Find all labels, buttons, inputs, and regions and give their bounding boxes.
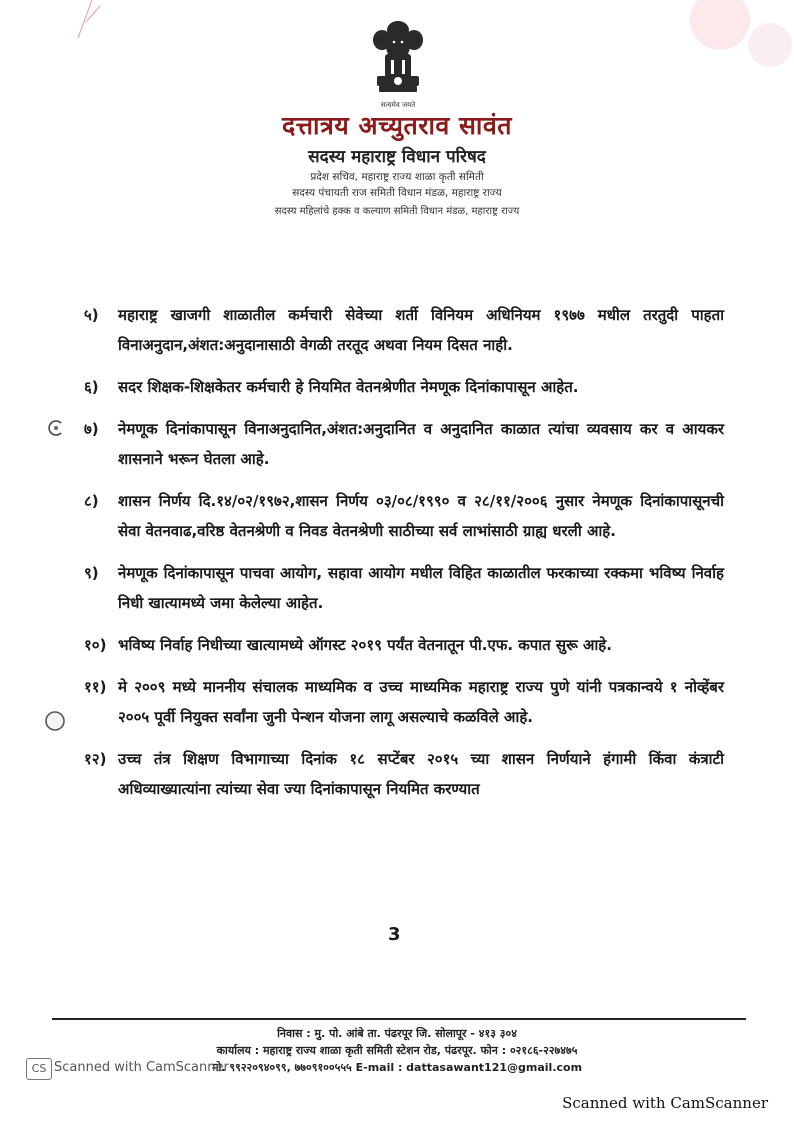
item-number: ७) xyxy=(84,420,99,438)
letterhead-line-1: प्रदेश सचिव, महाराष्ट्र राज्य शाळा कृती समिती xyxy=(310,171,484,183)
item-text: उच्च तंत्र शिक्षण विभागाच्या दिनांक १८ सप्टेंबर २०१५ च्या शासन निर्णयाने हंगामी किंवा कंत्राटी अधिव्याख्यात्यांना त्यांच्या सेवा ज्या दिनांकापासून नियमित करण्यात xyxy=(118,750,724,798)
footer-contact: मो. ९९२२०९४०९९, ७७०९१००५५५ E-mail : dattasawant121@gmail.com xyxy=(211,1061,583,1074)
item-text: भविष्य निर्वाह निधीच्या खात्यामध्ये ऑगस्ट २०१९ पर्यंत वेतनातून पी.एफ. कपात सुरू आहे. xyxy=(118,636,612,654)
national-emblem-icon xyxy=(365,18,431,110)
letterhead-line-2: सदस्य पंचायती राज समिती विधान मंडळ, महाराष्ट्र राज्य xyxy=(292,187,502,199)
item-text: सदर शिक्षक-शिक्षकेतर कर्मचारी हे नियमित वेतनश्रेणीत नेमणूक दिनांकापासून आहेत. xyxy=(118,378,579,396)
item-number: ६) xyxy=(84,378,99,396)
scanner-overlay-text: Scanned with CamScanner xyxy=(54,1060,229,1075)
scanner-watermark: Scanned with CamScanner xyxy=(562,1094,768,1112)
emblem-motto: सत्यमेव जयते xyxy=(380,101,416,109)
list-item xyxy=(84,372,724,402)
item-number: ५) xyxy=(84,306,99,324)
camscanner-logo-icon: CS xyxy=(26,1058,52,1080)
list-item xyxy=(84,486,724,546)
letterhead-line-3: सदस्य महिलांचे हक्क व कल्याण समिती विधान मंडळ, महाराष्ट्र राज्य xyxy=(274,206,520,217)
punch-hole-circle-icon xyxy=(44,710,66,732)
list-item xyxy=(84,300,724,360)
document-body xyxy=(84,300,724,816)
item-text: नेमणूक दिनांकापासून विनाअनुदानित,अंशत:अनुदानित व अनुदानित काळात त्यांचा व्यवसाय कर व आयकर शासनाने भरून घेतला आहे. xyxy=(118,420,724,468)
letterhead-title: सदस्य महाराष्ट्र विधान परिषद xyxy=(308,147,486,167)
letterhead-name: दत्तात्रय अच्युतराव सावंत xyxy=(281,111,513,140)
item-number: १०) xyxy=(84,636,107,654)
footer-office: कार्यालय : महाराष्ट्र राज्य शाळा कृती समिती स्टेशन रोड, पंढरपूर. फोन : ०२१८६-२२७४७५ xyxy=(216,1044,578,1057)
item-number: ८) xyxy=(84,492,99,510)
list-item xyxy=(84,630,724,660)
page-number: 3 xyxy=(388,924,401,945)
item-text: मे २००९ मध्ये माननीय संचालक माध्यमिक व उच्च माध्यमिक महाराष्ट्र राज्य पुणे यांनी पत्रकान्वये १ नोव्हेंबर २००५ पूर्वी नियुक्त सर्वांना जुनी पेन्शन योजना लागू असल्याचे कळविले आहे. xyxy=(118,678,724,726)
item-number: ११) xyxy=(84,678,107,696)
list-item xyxy=(84,672,724,732)
letterhead xyxy=(0,108,794,217)
punch-hole-mark-icon xyxy=(46,418,66,438)
footer-divider xyxy=(52,1018,746,1020)
list-item xyxy=(84,558,724,618)
item-number: १२) xyxy=(84,750,107,768)
item-text: शासन निर्णय दि.१४/०२/१९७२,शासन निर्णय ०३/०८/१९९० व २८/११/२००६ नुसार नेमणूक दिनांकापासूनची सेवा वेतनवाढ,वरिष्ठ वेतनश्रेणी व निवड वेतनश्रेणी साठीच्या सर्व लाभांसाठी ग्राह्य धरली आहे. xyxy=(118,492,724,540)
item-number: ९) xyxy=(84,564,99,582)
list-item xyxy=(84,414,724,474)
footer-address: निवास : मु. पो. आंबे ता. पंढरपूर जि. सोलापूर - ४१३ ३०४ xyxy=(277,1027,517,1040)
item-text: नेमणूक दिनांकापासून पाचवा आयोग, सहावा आयोग मधील विहित काळातील फरकाच्या रक्कमा भविष्य निर्वाह निधी खात्यामध्ये जमा केलेल्या आहेत. xyxy=(118,564,724,612)
list-item xyxy=(84,744,724,804)
item-text: महाराष्ट्र खाजगी शाळातील कर्मचारी सेवेच्या शर्ती विनियम अधिनियम १९७७ मधील तरतुदी पाहता विनाअनुदान,अंशत:अनुदानासाठी वेगळी तरतूद अथवा नियम दिसत नाही. xyxy=(118,306,724,354)
